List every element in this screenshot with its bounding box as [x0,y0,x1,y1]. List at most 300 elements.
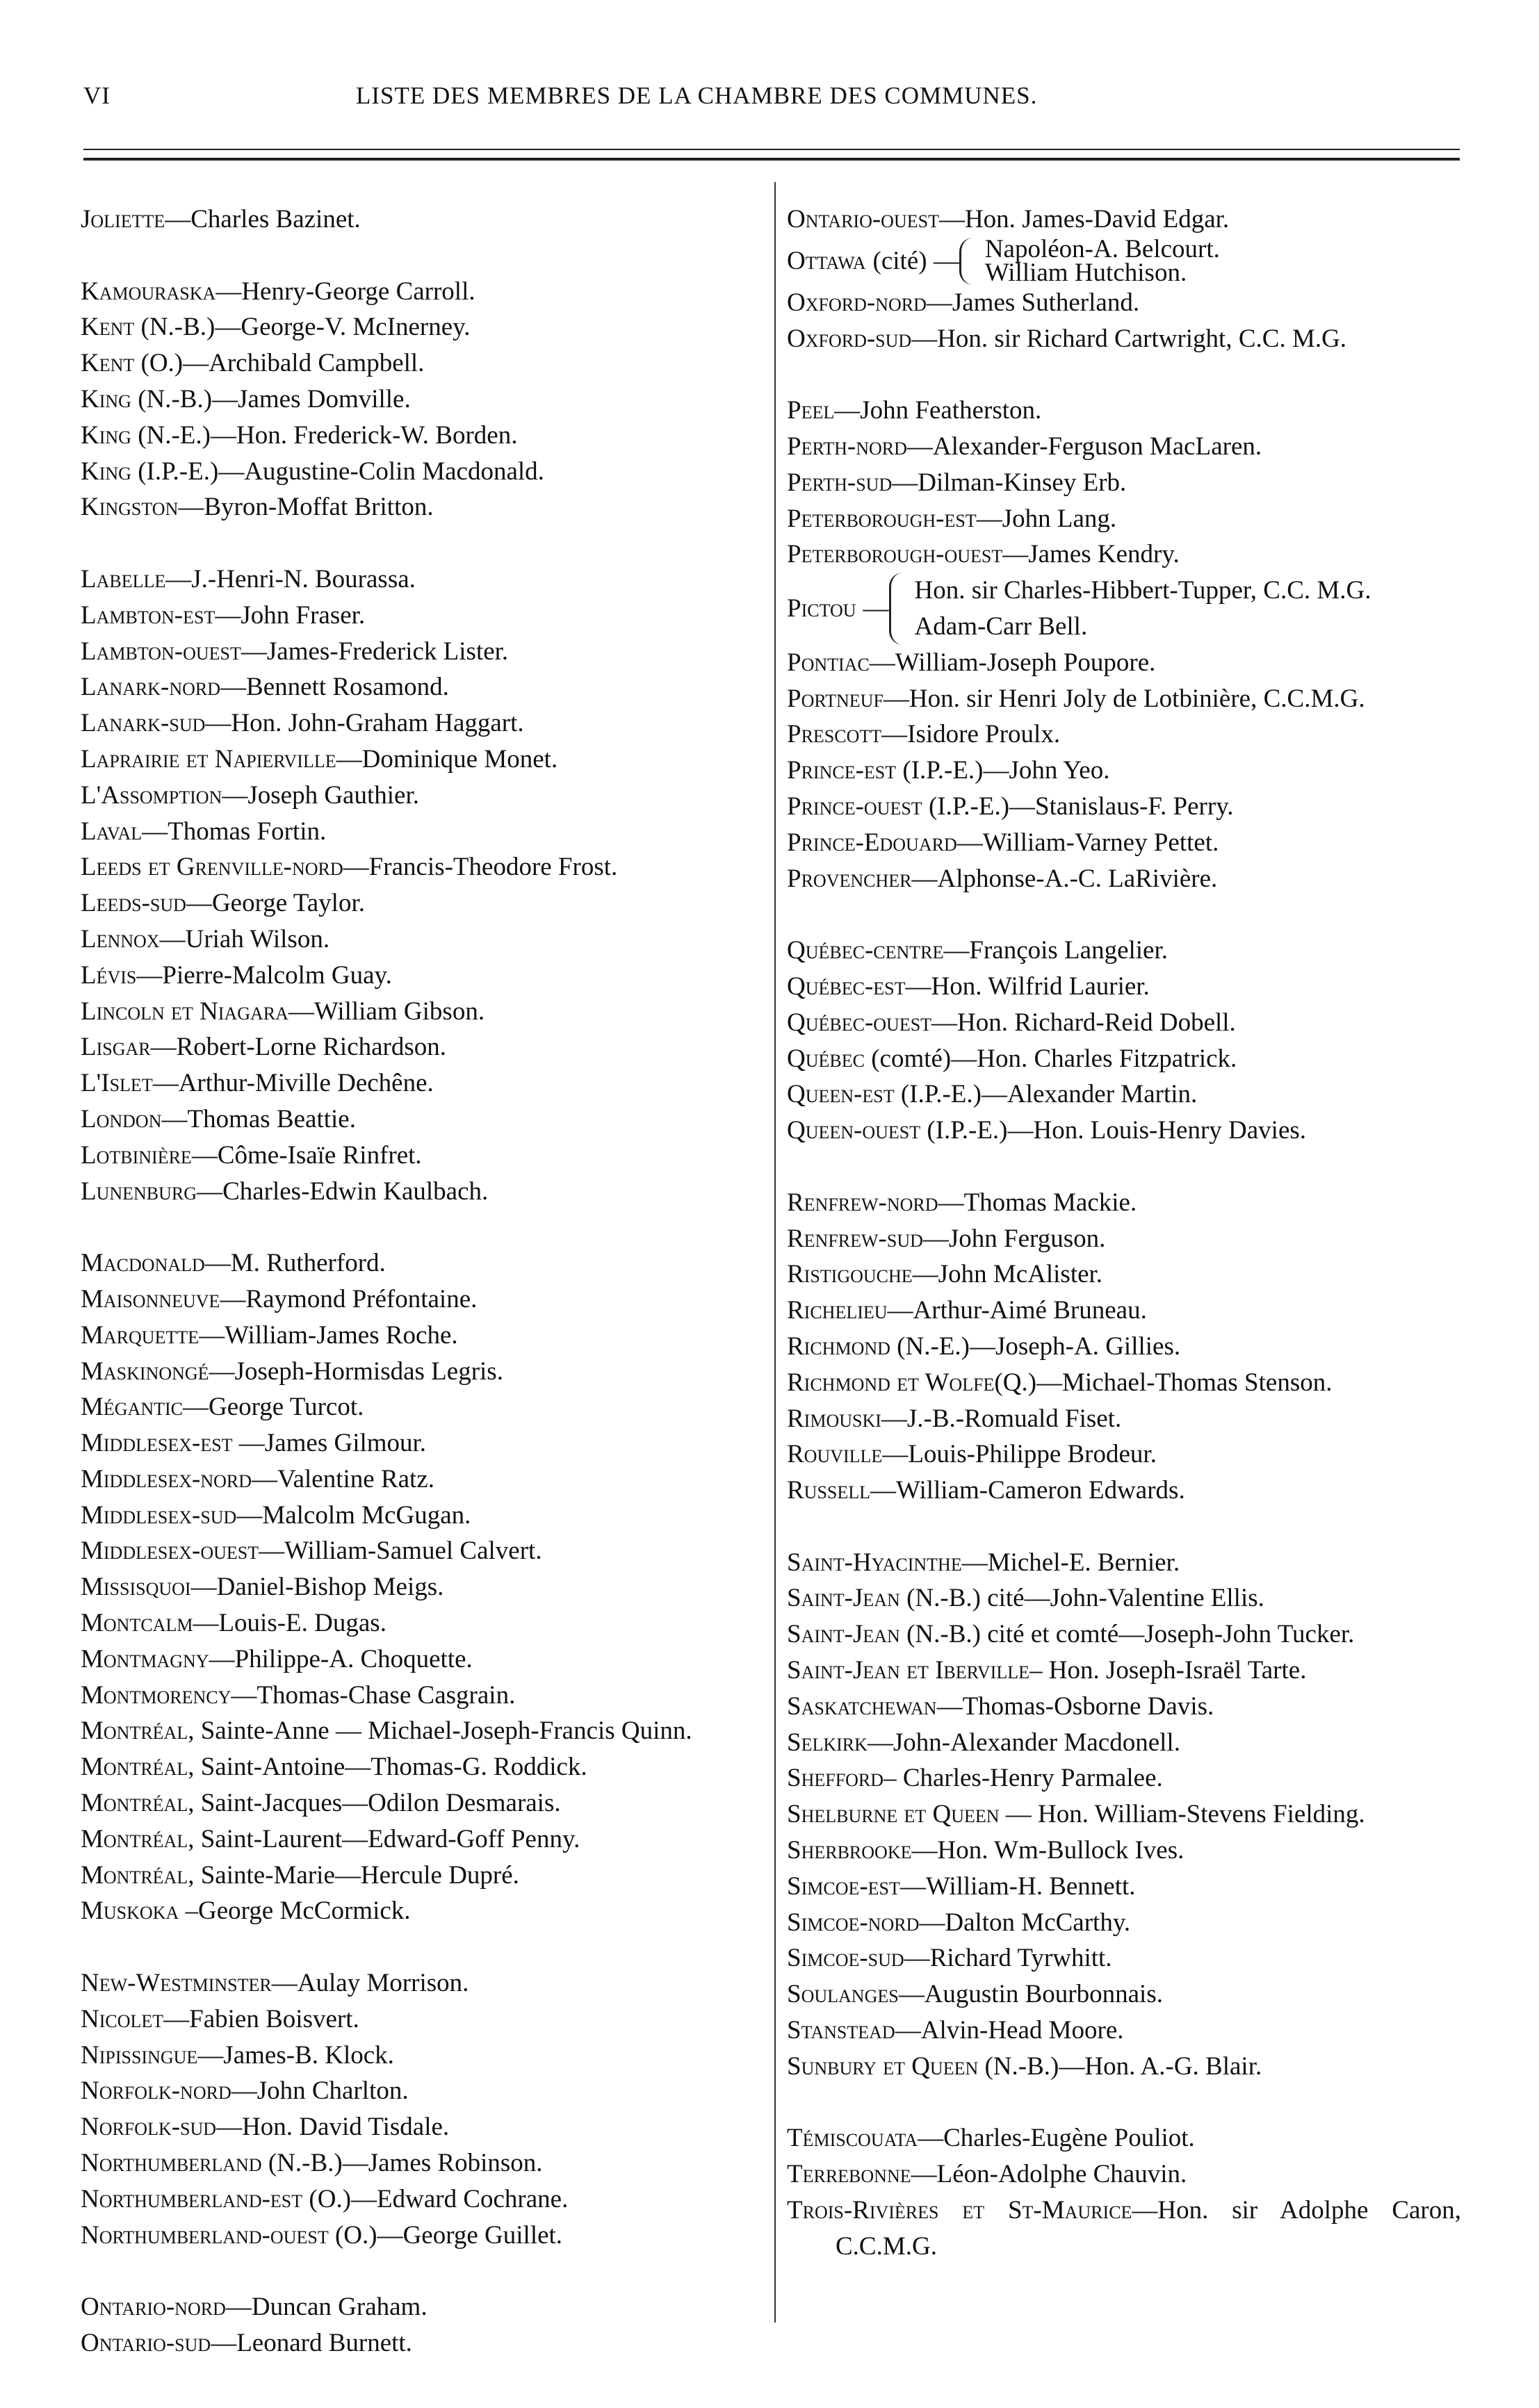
list-item [787,681,1461,717]
list-item [81,2109,769,2145]
member-name: , Sainte-Anne — Michael-Joseph-Francis Quinn. [188,1717,692,1746]
list-item [81,1569,769,1605]
letter-gap [81,1209,769,1245]
district-name: Québec-ouest [787,1008,932,1037]
district-name: Prince-Edouard [787,828,957,857]
list-item [787,393,1461,429]
member-name: —William-Varney Pettet. [956,828,1219,857]
member-name: —George Turcot. [183,1393,364,1422]
district-name: Macdonald [81,1249,205,1278]
brace-icon [959,238,977,285]
list-item [787,321,1461,357]
member-name: —Alexander-Ferguson MacLaren. [906,432,1262,461]
letter-gap [787,1149,1461,1185]
district-name: Laval [81,817,142,846]
district-name: Prince-ouest [787,792,922,821]
member-name: (I.P.-E.)—John Yeo. [896,756,1110,785]
letter-gap [787,2085,1461,2121]
list-item [787,1725,1461,1761]
district-name: Montmagny [81,1644,209,1673]
member-name: (I.P.-E.)—Stanislaus-F. Perry. [922,792,1234,821]
member-name: —Philippe-A. Choquette. [209,1644,473,1673]
district-name: Perth-nord [787,432,907,461]
list-item [81,1713,769,1749]
member-name: (N.-B.) cité et comté—Joseph-John Tucker. [899,1620,1355,1649]
member-name: —Francis-Theodore Frost. [343,853,618,882]
district-name: Lotbinière [81,1140,192,1170]
list-item [787,1329,1461,1365]
list-item [81,885,769,922]
district-name: Lambton-est [81,600,215,630]
member-name: —Daniel-Bishop Meigs. [190,1573,444,1602]
list-item [81,742,769,778]
district-name: Renfrew-sud [787,1224,923,1253]
district-name: Middlesex-nord [81,1464,252,1493]
member-name: (N.-E.)—Hon. Frederick-W. Borden. [131,420,518,450]
page-title: LISTE DES MEMBRES DE LA CHAMBRE DES COMMUNES. [356,82,1038,109]
list-item [81,2145,769,2181]
district-name: Trois-Rivières et St-Maurice [787,2196,1132,2225]
letter-gap [81,238,769,274]
right-column [787,202,1461,2265]
member-name: —Joseph-Hormisdas Legris. [209,1357,503,1386]
list-item [81,598,769,634]
district-name: Nipissingue [81,2040,198,2070]
member-name: —Duncan Graham. [225,2293,427,2322]
district-name: King [81,420,131,450]
list-item [81,1029,769,1065]
district-name: Selkirk [787,1728,868,1757]
member-name: —John Ferguson. [922,1224,1106,1253]
member-name: –George McCormick. [179,1897,411,1926]
list-item [787,2013,1461,2049]
member-name: , Saint-Laurent—Edward-Goff Penny. [188,1824,580,1853]
district-name: Middlesex-sud [81,1500,237,1530]
list-item [81,1065,769,1101]
district-name: Laprairie et Napierville [81,744,336,773]
letter-gap [787,1509,1461,1545]
list-item [787,1616,1461,1653]
list-item [81,1318,769,1354]
member-name: —Charles-Edwin Kaulbach. [197,1177,489,1206]
district-name: Lanark-sud [81,709,206,738]
list-item [81,1245,769,1281]
member-name: —Richard Tyrwhitt. [904,1944,1112,1973]
district-name: Montréal [81,1717,188,1746]
district-name: Kent [81,349,135,378]
district-name: Lambton-ouest [81,637,241,666]
district-name: Kamouraska [81,277,216,306]
list-item [81,1101,769,1138]
list-item [81,1174,769,1210]
member-name: —Dominique Monet. [336,744,558,773]
district-name: Leeds et Grenville-nord [81,853,343,882]
member-name: —Joseph Gauthier. [222,780,419,810]
list-item [81,1893,769,1929]
member-name: (N.-B.)—Hon. A.-G. Blair. [978,2051,1262,2081]
district-qualifier: — [863,594,889,623]
member-name: —M. Rutherford. [204,1249,386,1278]
list-item [81,562,769,598]
district-name: Ottawa [787,246,866,275]
district-name: Prescott [787,720,882,749]
district-name: London [81,1104,162,1133]
list-item [787,1076,1461,1113]
district-name: Leeds-sud [81,889,186,918]
list-item [787,2156,1461,2193]
list-item [787,429,1461,465]
list-item [787,2120,1461,2156]
member-name: —Arthur-Aimé Bruneau. [887,1296,1147,1325]
list-item [81,345,769,382]
member-name: —William-Samuel Calvert. [259,1537,542,1566]
letter-gap [787,896,1461,933]
list-item [787,1293,1461,1329]
list-item [81,778,769,814]
district-name: Saint-Jean [787,1584,900,1613]
list-item [81,1785,769,1821]
header-rule-thick [83,158,1460,161]
member-name: (comté)—Hon. Charles Fitzpatrick. [864,1044,1237,1073]
page-number: VI [83,82,111,109]
district-name: Ontario-nord [81,2293,226,2322]
member-name: —Thomas Fortin. [142,817,327,846]
list-item [81,2073,769,2109]
member-name: —Thomas Mackie. [938,1188,1137,1217]
member-name: —Fabien Boisvert. [163,2004,359,2033]
district-name: Kent [81,313,135,342]
list-item [787,285,1461,321]
member-name: —Alvin-Head Moore. [895,2016,1124,2045]
member-name: —Valentine Ratz. [251,1464,435,1493]
member-name: —James Gilmour. [232,1429,427,1458]
district-name: Saint-Jean et Iberville [787,1656,1029,1685]
district-name: Joliette [81,205,165,234]
district-name: Richmond et Wolfe [787,1368,995,1397]
district-name: Saskatchewan [787,1692,937,1721]
member-name: , Saint-Jacques—Odilon Desmarais. [188,1789,561,1818]
member-name: —J.-B.-Romuald Fiset. [881,1404,1122,1433]
member-name: (Q.)—Michael-Thomas Stenson. [994,1368,1333,1397]
member-name: —Malcolm McGugan. [236,1500,471,1530]
list-item [787,1401,1461,1437]
member-name: —Raymond Préfontaine. [220,1284,478,1313]
list-item [787,202,1461,238]
district-name: Peel [787,396,835,425]
list-item [787,1545,1461,1581]
member-name: Hon. sir Charles-Hibbert-Tupper, C.C. M.G. [914,576,1371,605]
member-name: —Dilman-Kinsey Erb. [892,468,1127,497]
list-item [787,789,1461,825]
district-name: L'Islet [81,1069,153,1098]
member-name: —Leonard Burnett. [211,2329,412,2358]
list-item [81,1605,769,1641]
district-name: Queen-ouest [787,1116,921,1145]
member-name: —Louis-Philippe Brodeur. [882,1440,1157,1469]
district-name: Queen-est [787,1080,895,1109]
district-qualifier: (cité) — [872,246,959,275]
district-name: Northumberland-ouest [81,2220,329,2250]
list-item [787,1436,1461,1473]
list-item [81,1281,769,1318]
member-name: —John Lang. [976,504,1117,533]
member-name: —Henry-George Carroll. [215,277,475,306]
member-name: —John-Alexander Macdonell. [867,1728,1180,1757]
list-item [81,1461,769,1498]
district-name: Peterborough-est [787,504,977,533]
member-name: —George Taylor. [186,889,365,918]
member-name: (N.-B.)—George-V. McInerney. [134,313,471,342]
member-name: —Côme-Isaïe Rinfret. [191,1140,422,1170]
letter-gap [81,1929,769,1965]
district-name: Ontario-sud [81,2329,211,2358]
district-name: Sunbury et Queen [787,2051,979,2081]
member-name: —Pierre-Malcolm Guay. [136,960,392,990]
member-name: —Hon. sir Richard Cartwright, C.C. M.G. [911,324,1347,353]
list-item [81,382,769,418]
member-name: —J.-Henri-N. Bourassa. [165,564,416,593]
member-name: (N.-B.) cité—John-Valentine Ellis. [899,1584,1264,1613]
district-name: Saint-Hyacinthe [787,1548,962,1577]
district-name: Middlesex-ouest [81,1537,259,1566]
district-name: Mégantic [81,1393,183,1422]
member-name: — Hon. William-Stevens Fielding. [999,1800,1365,1829]
member-name: —Michel-E. Bernier. [961,1548,1180,1577]
district-name: Lennox [81,924,160,953]
district-name: Oxford-nord [787,288,927,317]
brace-icon [889,573,906,645]
member-name: (N.-B.)—James Robinson. [261,2149,543,2178]
district-name: Maisonneuve [81,1284,220,1313]
list-item [787,234,1461,287]
list-item [81,814,769,850]
member-name: (I.P.-E.)—Augustine-Colin Macdonald. [131,457,544,486]
list-item [81,1749,769,1785]
list-item [787,1113,1461,1149]
list-item [81,1354,769,1390]
district-name: Muskoka [81,1897,179,1926]
list-item [787,753,1461,789]
district-name: Soulanges [787,1980,899,2009]
district-name: Rimouski [787,1404,881,1433]
list-item [787,573,1461,645]
list-item [787,1796,1461,1833]
district-name: Oxford-sud [787,324,912,353]
district-name: King [81,457,131,486]
list-item [81,2325,769,2361]
district-name: Norfolk-nord [81,2077,231,2106]
list-item [787,501,1461,537]
district-name: Lanark-nord [81,673,221,702]
list-item [81,2001,769,2038]
list-item [787,1365,1461,1401]
list-item [81,1858,769,1894]
member-name: —François Langelier. [943,936,1168,965]
member-name: —Hon. James-David Edgar. [938,205,1230,234]
letter-gap [81,2253,769,2289]
list-item [787,1689,1461,1725]
running-head [78,75,1454,117]
member-name: —Byron-Moffat Britton. [178,493,434,522]
district-name: Simcoe-est [787,1871,900,1901]
district-name: Provencher [787,864,912,893]
list-item [787,1473,1461,1509]
list-item [81,1498,769,1534]
member-name: —Alphonse-A.-C. LaRivière. [911,864,1218,893]
district-name: Middlesex-est [81,1429,233,1458]
district-name: Sherbrooke [787,1836,912,1865]
member-name: (I.P.-E.)—Hon. Louis-Henry Davies. [920,1116,1307,1145]
district-name: Québec-centre [787,936,944,965]
member-name: —James-B. Klock. [197,2040,394,2070]
member-name: (I.P.-E.)—Alexander Martin. [894,1080,1198,1109]
member-name: – Hon. Joseph-Israël Tarte. [1029,1656,1307,1685]
member-name: —Dalton McCarthy. [919,1908,1131,1937]
list-item [787,1653,1461,1689]
list-item [81,2038,769,2074]
list-item [81,489,769,525]
list-item [787,716,1461,753]
list-item [81,202,769,238]
district-name: Montréal [81,1789,188,1818]
list-item [81,1425,769,1461]
list-item [787,1905,1461,1941]
list-item [81,1138,769,1174]
district-name: Northumberland-est [81,2184,303,2213]
left-column [81,202,769,2361]
district-name: Richmond [787,1332,890,1361]
list-item [787,1256,1461,1293]
member-name: —Hon. Richard-Reid Dobell. [931,1008,1236,1037]
list-item [81,705,769,742]
member-name: – Charles-Henry Parmalee. [883,1764,1163,1793]
member-name: —John Charlton. [231,2077,409,2106]
list-item [81,669,769,705]
list-item [787,933,1461,969]
member-name: —Hon. David Tisdale. [216,2113,450,2142]
member-name: —Thomas Beattie. [161,1104,356,1133]
district-name: Rouville [787,1440,883,1469]
member-name: —Robert-Lorne Richardson. [150,1033,447,1062]
member-name: —William-Joseph Poupore. [869,648,1156,677]
member-name: —Hon. Wm-Bullock Ives. [911,1836,1184,1865]
list-item [787,1185,1461,1221]
district-name: King [81,384,131,413]
district-name: Pontiac [787,648,870,677]
list-item [81,454,769,490]
district-name: Saint-Jean [787,1620,900,1649]
member-name: —Hon. John-Graham Haggart. [205,709,524,738]
member-name: (N.-B.)—James Domville. [131,384,411,413]
district-name: Simcoe-nord [787,1908,920,1937]
list-item [787,969,1461,1005]
list-item [787,1940,1461,1976]
list-item [787,2049,1461,2085]
district-name: Renfrew-nord [787,1188,938,1217]
list-item [81,2218,769,2254]
district-name: Kingston [81,493,179,522]
list-item [787,1221,1461,1257]
district-name: Lisgar [81,1033,151,1062]
district-name: Labelle [81,564,166,593]
district-name: Ontario-ouest [787,205,939,234]
member-name: William Hutchison. [984,258,1187,287]
member-name: —Uriah Wilson. [159,924,330,953]
list-item [81,1965,769,2001]
header-rule-thin [83,149,1460,150]
district-name: Lévis [81,960,137,990]
list-item [787,1041,1461,1077]
district-name: Québec [787,1044,865,1073]
list-item [81,418,769,454]
district-name: New-Westminster [81,1969,272,1998]
district-name: Prince-est [787,756,897,785]
list-item [81,994,769,1030]
list-item [81,1533,769,1569]
district-name: Montmorency [81,1680,231,1710]
district-name: Témiscouata [787,2124,918,2153]
member-name: —John McAlister. [912,1260,1103,1289]
member-name: —Hon. sir Henri Joly de Lotbinière, C.C.M.G. [883,684,1365,713]
district-name: Terrebonne [787,2160,911,2189]
list-item [787,645,1461,681]
member-name: —William Gibson. [288,997,485,1026]
district-name: Lincoln et Niagara [81,997,288,1026]
district-name: Richelieu [787,1296,888,1325]
member-name: (O.)—Edward Cochrane. [302,2184,569,2213]
list-item [787,861,1461,897]
member-name: —Bennett Rosamond. [220,673,449,702]
member-name: —Augustin Bourbonnais. [898,1980,1163,2009]
list-item [787,1760,1461,1796]
member-name: —James Sutherland. [926,288,1140,317]
list-item [787,2193,1461,2265]
list-item [787,1005,1461,1041]
list-item [81,922,769,958]
letter-gap [787,357,1461,393]
list-item [81,849,769,885]
member-name: —Arthur-Miville Dechêne. [152,1069,434,1098]
district-name: Shelburne et Queen [787,1800,1000,1829]
district-name: Lunenburg [81,1177,197,1206]
list-item [81,309,769,345]
district-name: Montréal [81,1824,188,1853]
member-name: —Charles-Eugène Pouliot. [918,2124,1195,2153]
district-name: Simcoe-sud [787,1944,904,1973]
district-name: Montréal [81,1753,188,1782]
member-name: Adam-Carr Bell. [914,612,1088,641]
list-item [81,1389,769,1425]
list-item [81,2289,769,2325]
district-name: Nicolet [81,2004,164,2033]
list-item [81,1821,769,1858]
district-name: Montréal [81,1860,188,1890]
member-name: —Louis-E. Dugas. [193,1609,386,1638]
district-name: Perth-sud [787,468,893,497]
district-name: Marquette [81,1320,200,1350]
list-item [787,537,1461,573]
member-name: —Hon. sir Adolphe Caron, C.C.M.G. [836,2196,1461,2261]
member-name: (N.-E.)—Joseph-A. Gillies. [890,1332,1181,1361]
district-name: Missisquoi [81,1573,191,1602]
district-name: Northumberland [81,2149,262,2178]
member-group [984,234,1220,287]
column-divider [774,182,776,2323]
district-name: Québec-est [787,972,906,1001]
district-name: Pictou [787,594,856,623]
district-name: Portneuf [787,684,883,713]
member-name: —Hon. Wilfrid Laurier. [905,972,1150,1001]
